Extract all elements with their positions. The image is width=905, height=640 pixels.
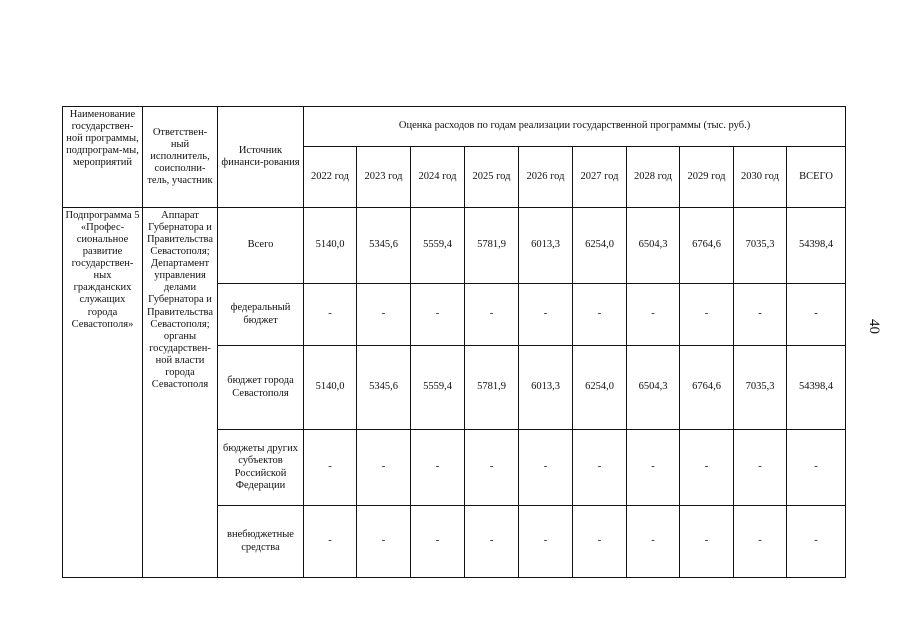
program-responsible: Аппарат Губернатора и Правительства Севастополя; Департамент управления делами Губернатора и Правительства Севастополя; органы государствен-ной власти города Севастополя	[143, 208, 218, 578]
funding-source: внебюджетные средства	[218, 506, 304, 578]
value-cell: 6013,3	[519, 346, 573, 430]
header-year: 2029 год	[680, 147, 734, 208]
value-cell: 5140,0	[304, 208, 357, 284]
page-number: 40	[866, 319, 882, 334]
header-year: 2028 год	[627, 147, 680, 208]
value-cell: -	[680, 506, 734, 578]
value-cell: -	[734, 284, 787, 346]
header-year: 2026 год	[519, 147, 573, 208]
value-cell: 7035,3	[734, 346, 787, 430]
value-cell: -	[357, 506, 411, 578]
expenditure-table	[62, 106, 846, 578]
funding-source: федеральный бюджет	[218, 284, 304, 346]
value-cell: -	[627, 506, 680, 578]
header-year: 2030 год	[734, 147, 787, 208]
value-cell: 6504,3	[627, 346, 680, 430]
value-cell: 5559,4	[411, 346, 465, 430]
value-cell: 5781,9	[465, 208, 519, 284]
value-cell: -	[304, 506, 357, 578]
funding-source: бюджет города Севастополя	[218, 346, 304, 430]
program-name: Подпрограмма 5 «Профес-сиональное развитие государствен-ных гражданских служащих города Севастополя»	[63, 208, 143, 578]
value-cell: -	[627, 430, 680, 506]
value-cell: -	[787, 284, 846, 346]
value-cell: -	[627, 284, 680, 346]
value-cell: 6254,0	[573, 208, 627, 284]
value-cell: 6013,3	[519, 208, 573, 284]
value-cell: -	[411, 430, 465, 506]
value-cell: 5559,4	[411, 208, 465, 284]
header-responsible: Ответствен-ный исполнитель, соисполни-тель, участник	[143, 107, 218, 208]
value-cell: 6504,3	[627, 208, 680, 284]
header-year: 2023 год	[357, 147, 411, 208]
value-cell: -	[465, 430, 519, 506]
value-cell: -	[465, 284, 519, 346]
header-year: 2025 год	[465, 147, 519, 208]
value-cell: 5345,6	[357, 346, 411, 430]
value-cell: -	[787, 506, 846, 578]
header-years-title: Оценка расходов по годам реализации государственной программы (тыс. руб.)	[304, 107, 846, 147]
funding-source: Всего	[218, 208, 304, 284]
header-year: 2024 год	[411, 147, 465, 208]
value-cell: -	[519, 506, 573, 578]
value-cell: -	[734, 506, 787, 578]
funding-source: бюджеты других субъектов Российской Федерации	[218, 430, 304, 506]
value-cell: 54398,4	[787, 208, 846, 284]
value-cell: 7035,3	[734, 208, 787, 284]
value-cell: 5781,9	[465, 346, 519, 430]
value-cell: -	[411, 284, 465, 346]
value-cell: -	[573, 506, 627, 578]
header-year: 2027 год	[573, 147, 627, 208]
value-cell: -	[304, 284, 357, 346]
value-cell: -	[411, 506, 465, 578]
value-cell: -	[680, 430, 734, 506]
value-cell: -	[787, 430, 846, 506]
value-cell: -	[734, 430, 787, 506]
value-cell: -	[519, 430, 573, 506]
value-cell: 6764,6	[680, 208, 734, 284]
value-cell: 5140,0	[304, 346, 357, 430]
value-cell: -	[573, 284, 627, 346]
header-source: Источник финанси-рования	[218, 107, 304, 208]
value-cell: -	[465, 506, 519, 578]
value-cell: 6764,6	[680, 346, 734, 430]
value-cell: -	[357, 284, 411, 346]
value-cell: 54398,4	[787, 346, 846, 430]
value-cell: -	[680, 284, 734, 346]
value-cell: -	[519, 284, 573, 346]
header-name: Наименование государствен-ной программы, подпрограм-мы, мероприятий	[63, 107, 143, 208]
value-cell: -	[304, 430, 357, 506]
value-cell: 6254,0	[573, 346, 627, 430]
value-cell: -	[357, 430, 411, 506]
value-cell: -	[573, 430, 627, 506]
header-year: ВСЕГО	[787, 147, 846, 208]
value-cell: 5345,6	[357, 208, 411, 284]
header-year: 2022 год	[304, 147, 357, 208]
